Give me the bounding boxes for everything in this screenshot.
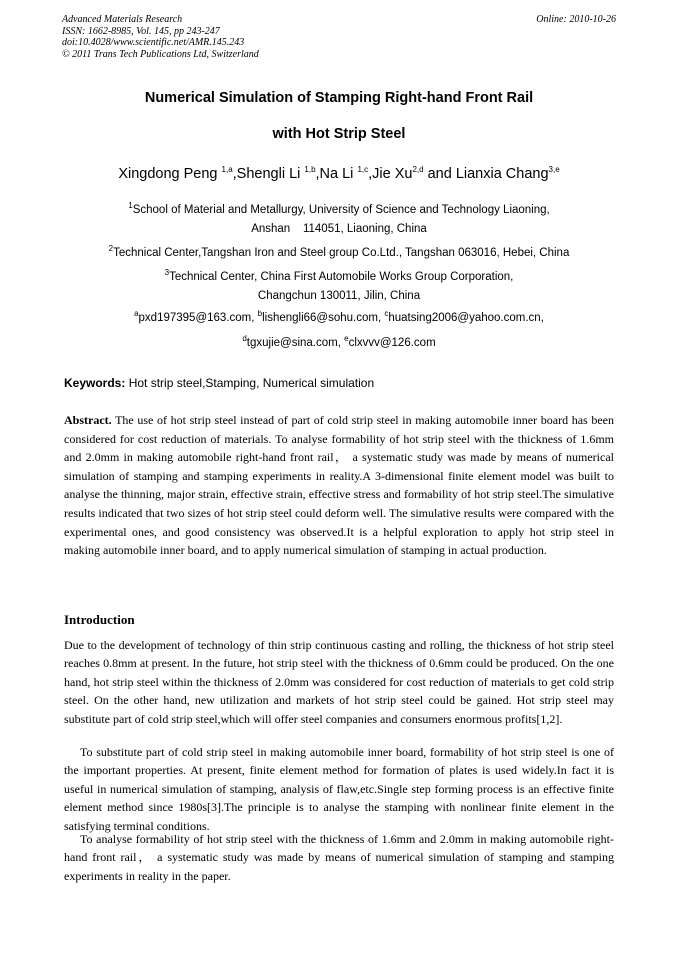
affiliation-1: $^1$School of Material and Metallurgy, University of Science and Technology Liaoning, Anshan 114051, Liaoning, China (128, 201, 550, 235)
email-link[interactable]: pxd197395@163.com (138, 312, 252, 324)
affiliation-3: $^3$Technical Center, China First Automobile Works Group Corporation, Changchun 130011, Jilin, China (164, 268, 514, 302)
keywords-label: Keywords: (64, 376, 126, 390)
email-line-1: $^a$pxd197395@163.com, $^b$lishengli66@sohu.com, $^c$huatsing2006@yahoo.com.cn, (134, 309, 544, 324)
journal-name: Advanced Materials Research (62, 14, 183, 25)
abstract (64, 411, 614, 560)
author-affiliation-mark: 1,c (357, 165, 369, 175)
body-paragraph: To analyse formability of hot strip steel with the thickness of 1.6mm and 2.0mm in making automobile right-hand front rail， a systematic study was made by means of numerical simulation of stamping and stamping experiments in reality in the paper. (64, 832, 614, 883)
author-affiliation-mark: 1,b (304, 165, 316, 175)
copyright-line: © 2011 Trans Tech Publications Ltd, Switzerland (62, 48, 259, 60)
affiliation-2: $^2$Technical Center,Tangshan Iron and Steel group Co.Ltd., Tangshan 063016, Hebei, China (108, 244, 570, 259)
email-link[interactable]: clxvvv@126.com (348, 337, 436, 349)
journal-info (62, 14, 259, 60)
section-heading-introduction: Introduction (64, 612, 135, 627)
author-affiliation-mark: 3,e (548, 165, 560, 175)
doi-line: doi:10.4028/www.scientific.net/AMR.145.243 (62, 37, 245, 48)
paper-title-line-2: with Hot Strip Steel (272, 126, 406, 142)
author-list: Xingdong Peng $^{1,a}$,Shengli Li $^{1,b}$,Na Li $^{1,c}$,Jie Xu$^{2,d}$ and Lianxia Chang$^{3,e}$ (118, 165, 560, 182)
author-name: Lianxia Chang (455, 166, 549, 182)
abstract-text: The use of hot strip steel instead of part of cold strip steel in making automobile inner board has been considered for cost reduction of materials. To analyse formability of hot strip steel with the thickness of 1.6mm and 2.0mm in making automobile right-hand front rail， a systematic study was made by means of numerical simulation of stamping and stamping experiments in reality.A 3-dimensional finite element model was built to analyse the thinning, major strain, effective strain, effective stress and formability of hot strip steel.The simulative results indicated that two sizes of hot strip steel could deform well. The simulative results were compared with the experimental ones, and good consistency was observed.It is a helpful exploration to apply hot strip steel in making automobile inner board, and to apply numerical simulation of stamping in actual production. (64, 413, 614, 558)
online-date: Online: 2010-10-26 (536, 14, 616, 25)
author-affiliation-mark: 2,d (412, 165, 424, 175)
body-paragraph: To substitute part of cold strip steel in making automobile inner board, formability of hot strip steel is one of the important properties. At present, finite element method for formation of plates is used widely.In fact it is useful in numerical simulation of stamping, analysis of flaw,etc.Single step forming process is an effective finite element method since 1980s[3].The principle is to analyse the stamping with nonlinear finite element in the satisfying terminal conditions. (64, 745, 614, 833)
keywords (64, 376, 374, 390)
keywords-text: Hot strip steel,Stamping, Numerical simulation (128, 376, 375, 390)
author-name: Xingdong Peng (118, 166, 218, 182)
author-name: Jie Xu (372, 166, 413, 182)
body-paragraph: Due to the development of technology of thin strip continuous casting and rolling, the thickness of hot strip steel reaches 0.8mm at present. In the future, hot strip steel with the thickness of 0.6mm could be produced. On the one hand, hot strip steel within the thickness of 2.0mm was considered for cost reduction of materials to get cold strip steel. On the other hand, new utilization and markets of hot strip steel could be gained. Hot strip steel may substitute part of cold strip steel,which will offer steel companies and consumers enormous profits[1,2]. (64, 638, 614, 726)
abstract-label: Abstract. (64, 413, 112, 427)
email-link[interactable]: tgxujie@sina.com (246, 337, 338, 349)
author-name: Shengli Li (236, 166, 301, 182)
email-link[interactable]: lishengli66@sohu.com (262, 312, 378, 324)
email-line-2: $^d$tgxujie@sina.com, $^e$clxvvv@126.com (242, 334, 436, 349)
paper-title-line-1: Numerical Simulation of Stamping Right-hand Front Rail (144, 90, 534, 106)
author-affiliation-mark: 1,a (221, 165, 233, 175)
author-name: Na Li (319, 166, 354, 182)
email-link[interactable]: huatsing2006@yahoo.com.cn (388, 312, 541, 324)
issn-line: ISSN: 1662-8985, Vol. 145, pp 243-247 (62, 25, 220, 37)
